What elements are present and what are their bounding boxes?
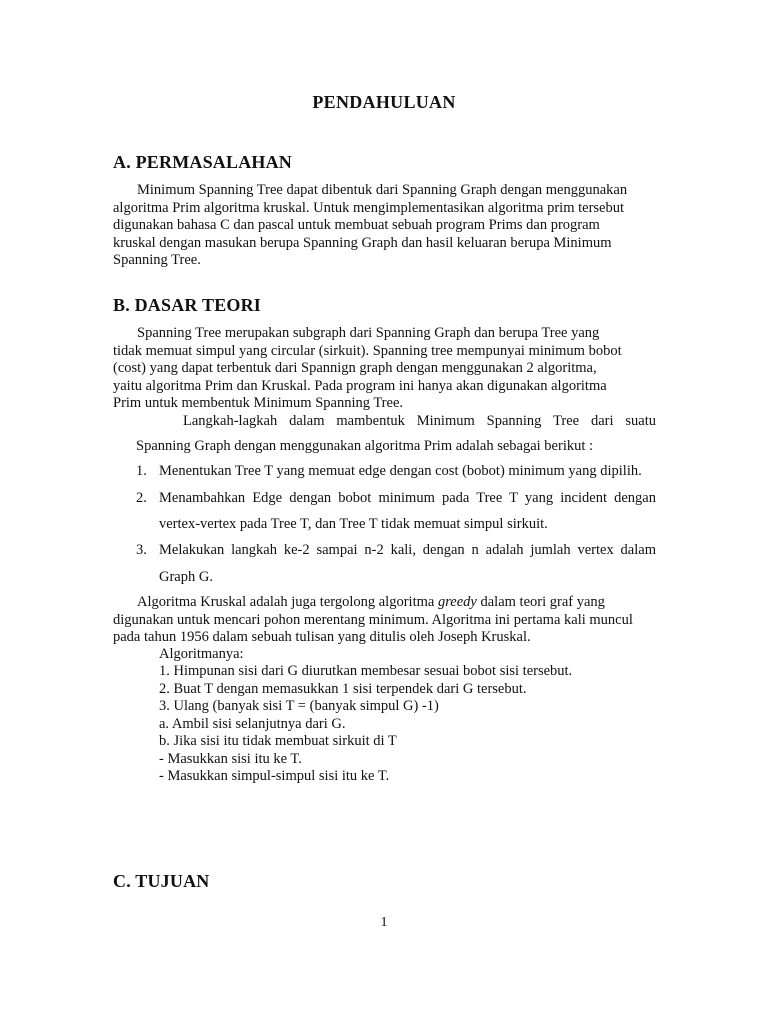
section-b-paragraph <box>113 325 628 413</box>
algorithm-label: Algoritmanya: <box>159 646 244 662</box>
step-text-line-1: Menentukan Tree T yang memuat edge dengan cost (bobot) minimum yang dipilih. <box>159 463 642 479</box>
page-number: 1 <box>380 915 388 930</box>
step-number: 3. <box>136 542 147 558</box>
step-number: 1. <box>136 463 147 479</box>
algorithm-line: - Masukkan sisi itu ke T. <box>159 750 302 767</box>
kruskal-paragraph <box>113 594 643 647</box>
step-text-line-2: vertex-vertex pada Tree T, dan Tree T tidak memuat simpul sirkuit. <box>159 516 548 532</box>
algorithm-line: - Masukkan simpul-simpul sisi itu ke T. <box>159 768 390 784</box>
step-text-line-1: Menambahkan Edge dengan bobot minimum pada Tree T yang incident dengan <box>159 490 656 506</box>
algorithm-line: 3. Ulang (banyak sisi T = (banyak simpul G) -1) <box>159 698 439 714</box>
step-text-line-1: Melakukan langkah ke-2 sampai n-2 kali, dengan n adalah jumlah vertex dalam <box>159 542 656 558</box>
steps-intro-line-1: Langkah-lagkah dalam mambentuk Minimum Spanning Tree dari suatu <box>183 413 656 429</box>
page-title: PENDAHULUAN <box>312 92 456 112</box>
section-b-paragraph-text: Spanning Tree merupakan subgraph dari Spanning Graph dan berupa Tree yang tidak memuat simpul yang circular (sirkuit). Spanning tree mempunyai minimum bobot (cost) yang dapat terbentuk dari Spannign graph dengan menggunakan 2 algoritma, yaitu algoritma Prim dan Kruskal. Pada program ini hanya akan digunakan algoritma Prim untuk membentuk Minimum Spanning Tree. <box>113 325 622 411</box>
step-number: 2. <box>136 490 147 506</box>
steps-intro-line-2: Spanning Graph dengan menggunakan algoritma Prim adalah sebagai berikut : <box>136 438 594 454</box>
section-b-heading: B. DASAR TEORI <box>113 295 262 315</box>
section-c-heading: C. TUJUAN <box>113 871 210 891</box>
algorithm-line: b. Jika sisi itu tidak membuat sirkuit di T <box>159 733 397 749</box>
kruskal-text-before: Algoritma Kruskal adalah juga tergolong algoritma <box>137 594 438 610</box>
kruskal-text-after: dalam teori graf yang digunakan untuk mencari pohon merentang minimum. Algoritma ini pertama kali muncul pada tahun 1956 dalam sebuah tulisan yang ditulis oleh Joseph Kruskal. <box>113 594 633 645</box>
section-a-paragraph-text: Minimum Spanning Tree dapat dibentuk dari Spanning Graph dengan menggunakan algoritma Prim algoritma kruskal. Untuk mengimplementasikan algoritma prim tersebut digunakan bahasa C dan pascal untuk membuat sebuah program Prims dan program kruskal dengan masukan berupa Spanning Graph dan hasil keluaran berupa Minimum Spanning Tree. <box>113 182 628 268</box>
algorithm-line: 2. Buat T dengan memasukkan 1 sisi terpendek dari G tersebut. <box>159 680 527 697</box>
kruskal-text-italic: greedy <box>437 594 477 610</box>
section-a-heading: A. PERMASALAHAN <box>113 152 293 172</box>
algorithm-list <box>159 663 572 786</box>
section-a-paragraph <box>113 182 628 270</box>
step-text-line-2: Graph G. <box>159 569 213 585</box>
algorithm-line: 1. Himpunan sisi dari G diurutkan membesar sesuai bobot sisi tersebut. <box>159 663 573 679</box>
algorithm-line: a. Ambil sisi selanjutnya dari G. <box>159 715 346 732</box>
